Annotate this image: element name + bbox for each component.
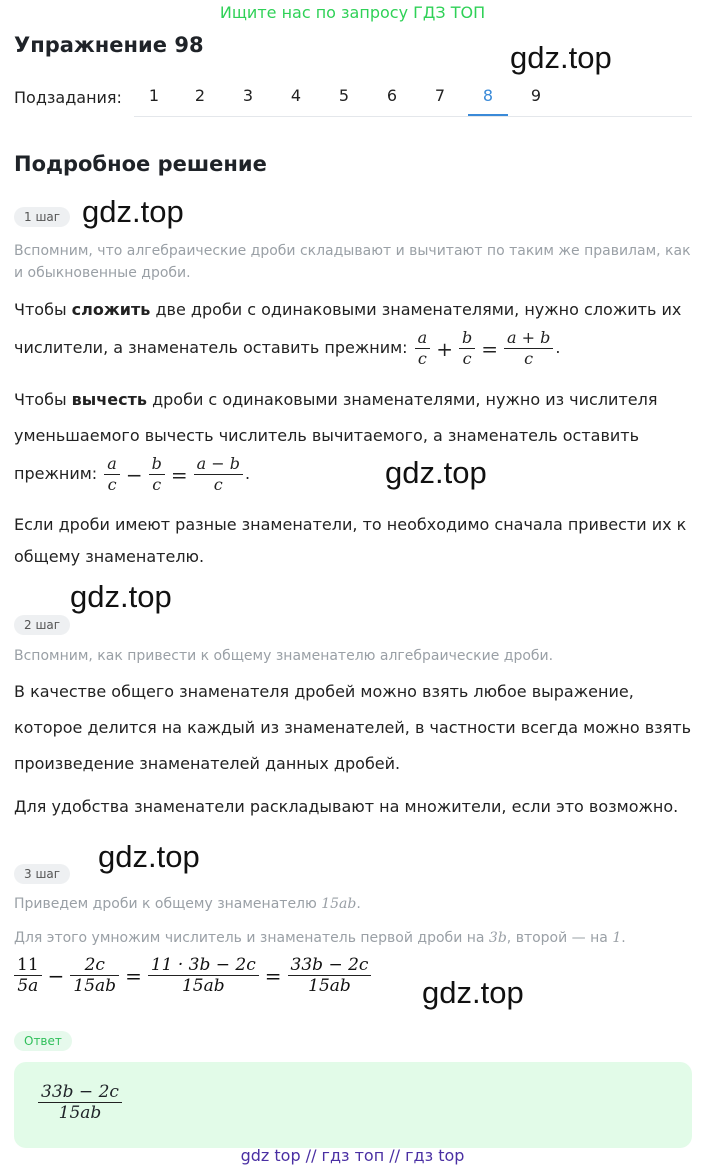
formula-a-over-c: $\frac{a}{c}$ (104, 454, 120, 495)
watermark: gdz.top (82, 194, 184, 229)
formula-a-over-c: $\frac{a}{c}$ (415, 328, 431, 369)
step-1-different-denominators: Если дроби имеют разные знаменатели, то необходимо сначала привести их к общему знаменателю. (14, 515, 687, 566)
step-1-badge: 1 шаг (14, 207, 70, 227)
promo-banner[interactable]: Ищите нас по запросу ГДЗ ТОП (219, 3, 486, 22)
step-3-hint-1: Приведем дроби к общему знаменателю 15ab. (14, 896, 361, 912)
watermark: gdz.top (510, 40, 612, 75)
answer-formula: $\frac{33b - 2c}{15ab}$ (36, 1082, 124, 1123)
step-3-equation: $\frac{11}{5a}$ − $\frac{2c}{15ab}$ = $\frac{11 \cdot 3b - 2c}{15ab}$ = $\frac{33b - 2c}{15ab}$ (14, 955, 373, 996)
step-3-hint-2: Для этого умножим числитель и знаменатель первой дроби на 3b, второй — на 1. (14, 930, 626, 946)
step-1-hint: Вспомним, что алгебраические дроби складывают и вычитают по таким же правилам, как и обыкновенные дроби. (14, 243, 691, 281)
step-2-paragraph-2: Для удобства знаменатели раскладывают на множители, если это возможно. (14, 797, 679, 816)
answer-box (14, 1062, 692, 1148)
step-3-badge: 3 шаг (14, 864, 70, 884)
watermark: gdz.top (385, 455, 487, 490)
step-1-subtract-rule: Чтобы вычесть дроби с одинаковыми знаменателями, нужно из числителя уменьшаемого вычесть числитель вычитаемого, а знаменатель оставить прежним: $\frac{a}{c}$ − $\frac{b}{c}$ = $\frac{a - b}{c}$ . (14, 390, 658, 494)
subtask-tab-8-active[interactable]: 8 (468, 86, 508, 116)
solution-title: Подробное решение (14, 152, 267, 176)
bold-add: сложить (71, 300, 151, 319)
subtask-tab-1[interactable]: 1 (148, 86, 160, 105)
subtask-tabs (134, 86, 692, 117)
step-1-add-rule: Чтобы сложить две дроби с одинаковыми знаменателями, нужно сложить их числители, а знаменатель оставить прежним: $\frac{a}{c}$ + $\frac{b}{c}$ = $\frac{a + b}{c}$ . (14, 300, 682, 368)
subtask-tab-3[interactable]: 3 (242, 86, 254, 105)
step-2-hint: Вспомним, как привести к общему знаменателю алгебраические дроби. (14, 648, 554, 664)
subtask-tab-4[interactable]: 4 (290, 86, 302, 105)
step-2-badge: 2 шаг (14, 615, 70, 635)
subtask-tab-2[interactable]: 2 (194, 86, 206, 105)
step-2-paragraph-1: В качестве общего знаменателя дробей можно взять любое выражение, которое делится на каждый из знаменателей, в частности всегда можно взять произведение знаменателей данных дробей. (14, 682, 692, 773)
page-title: Упражнение 98 (14, 33, 204, 57)
watermark: gdz.top (70, 579, 172, 614)
formula-diff: $\frac{a - b}{c}$ (194, 454, 243, 495)
answer-badge: Ответ (14, 1031, 72, 1051)
formula-b-over-c: $\frac{b}{c}$ (149, 454, 165, 495)
subtask-tab-9[interactable]: 9 (530, 86, 542, 105)
watermark: gdz.top (98, 839, 200, 874)
watermark: gdz.top (422, 975, 524, 1010)
footer-links[interactable]: gdz top // гдз топ // гдз top (240, 1146, 465, 1165)
formula-b-over-c: $\frac{b}{c}$ (459, 328, 475, 369)
subtasks-label: Подзадания: (14, 88, 122, 107)
subtask-tab-5[interactable]: 5 (338, 86, 350, 105)
subtask-tab-6[interactable]: 6 (386, 86, 398, 105)
bold-subtract: вычесть (71, 390, 147, 409)
formula-sum: $\frac{a + b}{c}$ (504, 328, 553, 369)
subtask-tab-7[interactable]: 7 (434, 86, 446, 105)
